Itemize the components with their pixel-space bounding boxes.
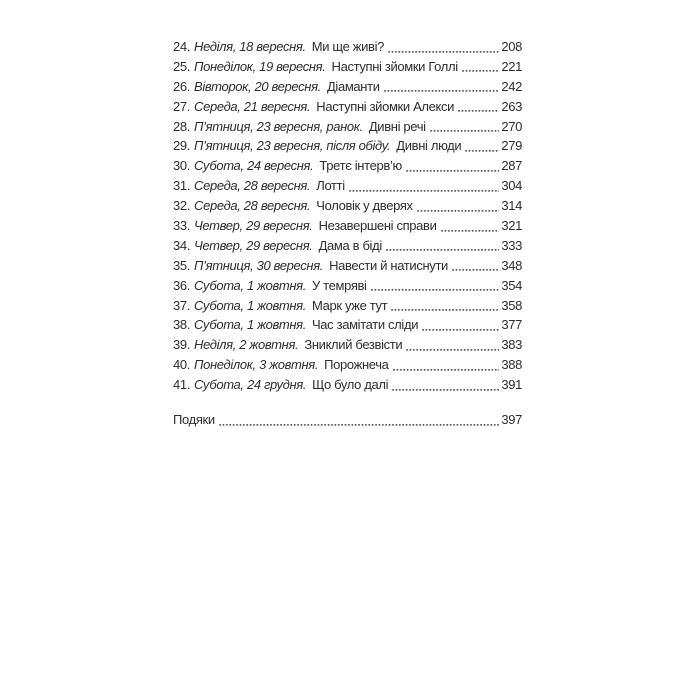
entry-title: Дивні люди bbox=[396, 138, 462, 154]
entry-title: Порожнеча bbox=[324, 357, 389, 373]
entry-page-number: 208 bbox=[501, 39, 522, 54]
toc-entry bbox=[173, 196, 522, 216]
toc-entry bbox=[173, 375, 522, 395]
entry-page-number: 270 bbox=[501, 118, 522, 134]
entry-date: Середа, 21 вересня. bbox=[194, 98, 311, 114]
entry-title: Ми ще живі? bbox=[311, 39, 384, 54]
entry-date: Середа, 28 вересня. bbox=[194, 198, 311, 214]
entry-title: Наступні зйомки Голлі bbox=[331, 58, 458, 74]
entry-number: 24. bbox=[173, 39, 191, 54]
entry-title: Діаманти bbox=[326, 78, 380, 94]
entry-number: 34. bbox=[173, 237, 191, 253]
dot-leader bbox=[430, 130, 500, 132]
entry-page-number: 221 bbox=[501, 58, 522, 74]
entry-title: Що було далі bbox=[312, 377, 389, 393]
dot-leader bbox=[392, 389, 499, 391]
toc-entry bbox=[173, 276, 522, 296]
toc-entry bbox=[173, 216, 522, 236]
entry-page-number: 333 bbox=[501, 237, 522, 253]
entry-title: Марк уже тут bbox=[311, 297, 388, 313]
entry-number: 29. bbox=[173, 138, 191, 154]
acknowledgements-label: Подяки bbox=[173, 412, 215, 428]
entry-number: 33. bbox=[173, 218, 191, 234]
entry-date: Вівторок, 20 вересня. bbox=[194, 78, 321, 94]
toc-entry bbox=[173, 256, 522, 276]
entry-date: Субота, 24 грудня. bbox=[194, 377, 307, 393]
entry-date: П’ятниця, 23 вересня, після обіду. bbox=[194, 138, 391, 154]
toc-entry bbox=[173, 117, 522, 137]
entry-title: У темряві bbox=[311, 277, 367, 293]
entry-date: Понеділок, 3 жовтня. bbox=[194, 357, 319, 373]
entry-date: П’ятниця, 23 вересня, ранок. bbox=[194, 118, 363, 134]
entry-title: Дама в біді bbox=[318, 237, 382, 253]
dot-leader bbox=[417, 210, 500, 212]
toc-entry bbox=[173, 236, 522, 256]
acknowledgements-page-number: 397 bbox=[501, 412, 522, 428]
entry-title: Час замітати сліди bbox=[311, 317, 419, 333]
toc-entry bbox=[173, 97, 522, 117]
toc-entry bbox=[173, 77, 522, 97]
entry-title: Наступні зйомки Алекси bbox=[316, 98, 455, 114]
entry-number: 35. bbox=[173, 257, 191, 273]
entry-title: Зниклий безвісти bbox=[304, 337, 403, 353]
entry-title: Незавершені справи bbox=[318, 218, 437, 234]
entry-page-number: 242 bbox=[501, 78, 522, 94]
entry-date: Субота, 1 жовтня. bbox=[194, 317, 306, 333]
dot-leader bbox=[349, 190, 500, 192]
entry-date: П’ятниця, 30 вересня. bbox=[194, 257, 324, 273]
dot-leader bbox=[465, 150, 499, 152]
toc-entry bbox=[173, 315, 522, 335]
entry-date: Субота, 24 вересня. bbox=[194, 158, 314, 174]
entry-page-number: 391 bbox=[501, 377, 522, 393]
entry-number: 40. bbox=[173, 357, 191, 373]
toc-entry bbox=[173, 37, 522, 57]
dot-leader bbox=[422, 329, 499, 331]
entry-number: 39. bbox=[173, 337, 191, 353]
table-of-contents bbox=[173, 37, 522, 430]
entry-page-number: 377 bbox=[501, 317, 522, 333]
entry-date: Неділя, 2 жовтня. bbox=[194, 337, 299, 353]
dot-leader bbox=[384, 90, 500, 92]
entry-page-number: 388 bbox=[501, 357, 522, 373]
dot-leader bbox=[388, 51, 499, 53]
toc-entry bbox=[173, 176, 522, 196]
dot-leader bbox=[386, 249, 500, 251]
toc-entry bbox=[173, 57, 522, 77]
entry-date: Четвер, 29 вересня. bbox=[194, 237, 313, 253]
entry-page-number: 354 bbox=[501, 277, 522, 293]
entry-date: Субота, 1 жовтня. bbox=[194, 297, 306, 313]
entry-page-number: 314 bbox=[501, 198, 522, 214]
toc-entry bbox=[173, 355, 522, 375]
dot-leader bbox=[371, 289, 500, 291]
entry-number: 25. bbox=[173, 58, 191, 74]
entry-date: Понеділок, 19 вересня. bbox=[194, 58, 326, 74]
entry-number: 27. bbox=[173, 98, 191, 114]
dot-leader bbox=[458, 110, 499, 112]
entry-number: 32. bbox=[173, 198, 191, 214]
toc-entry-list bbox=[173, 37, 522, 395]
entry-title: Лотті bbox=[316, 178, 345, 194]
toc-entry bbox=[173, 296, 522, 316]
entry-date: Середа, 28 вересня. bbox=[194, 178, 311, 194]
entry-title: Третє інтерв’ю bbox=[319, 158, 402, 174]
entry-date: Неділя, 18 вересня. bbox=[194, 39, 306, 54]
dot-leader bbox=[406, 170, 500, 172]
entry-page-number: 383 bbox=[501, 337, 522, 353]
entry-page-number: 348 bbox=[501, 257, 522, 273]
entry-page-number: 263 bbox=[501, 98, 522, 114]
dot-leader bbox=[452, 269, 499, 271]
entry-page-number: 287 bbox=[501, 158, 522, 174]
entry-date: Четвер, 29 вересня. bbox=[194, 218, 313, 234]
entry-page-number: 279 bbox=[501, 138, 522, 154]
entry-page-number: 358 bbox=[501, 297, 522, 313]
entry-title: Дивні речі bbox=[368, 118, 426, 134]
entry-number: 28. bbox=[173, 118, 191, 134]
entry-number: 36. bbox=[173, 277, 191, 293]
dot-leader bbox=[441, 230, 500, 232]
toc-entry bbox=[173, 136, 522, 156]
entry-number: 31. bbox=[173, 178, 191, 194]
dot-leader bbox=[391, 309, 499, 311]
entry-number: 38. bbox=[173, 317, 191, 333]
toc-entry bbox=[173, 335, 522, 355]
dot-leader bbox=[393, 369, 500, 371]
dot-leader bbox=[219, 424, 500, 426]
entry-page-number: 304 bbox=[501, 178, 522, 194]
entry-title: Навести й натиснути bbox=[329, 257, 448, 273]
entry-page-number: 321 bbox=[501, 218, 522, 234]
toc-entry bbox=[173, 156, 522, 176]
acknowledgements-row bbox=[173, 410, 522, 430]
entry-title: Чоловік у дверях bbox=[316, 198, 413, 214]
entry-number: 37. bbox=[173, 297, 191, 313]
entry-number: 41. bbox=[173, 377, 191, 393]
entry-number: 30. bbox=[173, 158, 191, 174]
dot-leader bbox=[462, 70, 500, 72]
entry-date: Субота, 1 жовтня. bbox=[194, 277, 306, 293]
entry-number: 26. bbox=[173, 78, 191, 94]
dot-leader bbox=[406, 349, 499, 351]
